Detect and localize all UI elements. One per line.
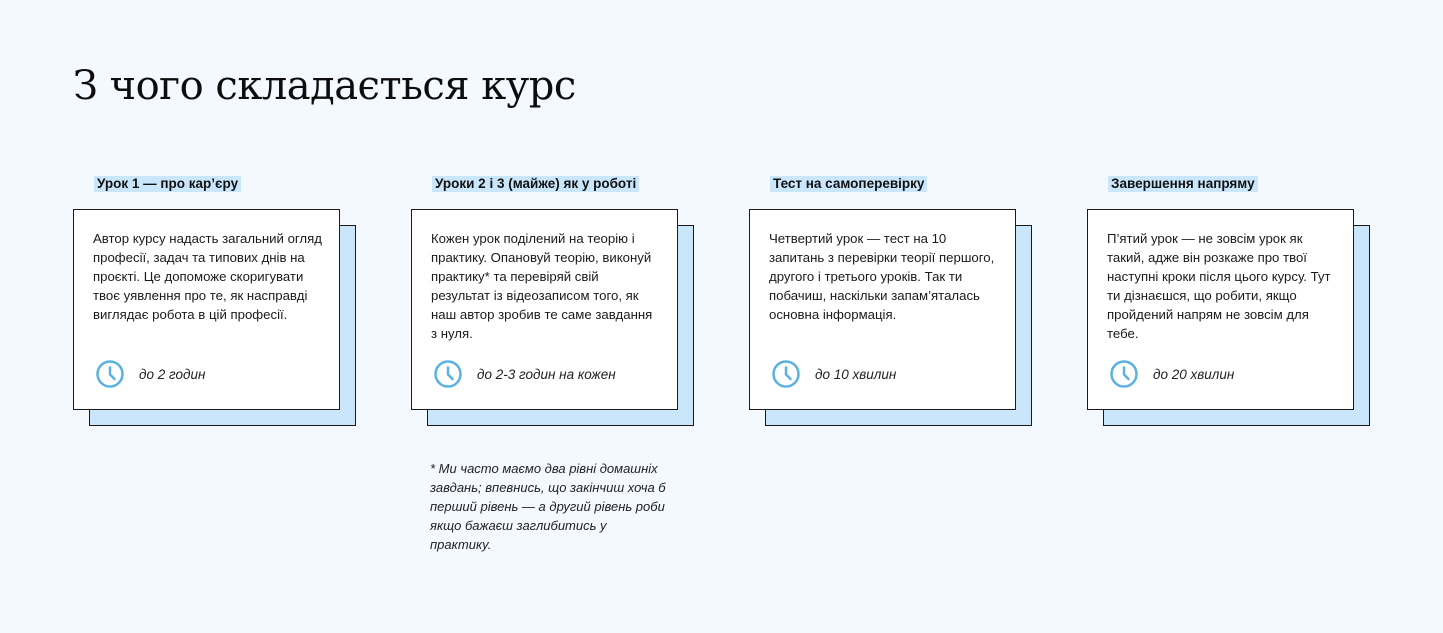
module-label: Тест на самоперевірку <box>770 176 927 192</box>
module-description: Четвертий урок — тест на 10 запитань з перевірки теорії першого, другого і третього уроків. Так ти побачиш, наскільки запам’яталась основна інформація. <box>769 231 995 322</box>
clock-icon <box>433 359 463 389</box>
module-card-4 <box>1087 176 1387 436</box>
module-duration <box>1109 359 1234 389</box>
module-card-1 <box>73 176 373 436</box>
duration-text: до 2-3 годин на кожен <box>477 366 616 382</box>
clock-icon <box>1109 359 1139 389</box>
module-card-body <box>411 209 678 410</box>
module-card-2 <box>411 176 711 436</box>
module-label: Завершення напряму <box>1108 176 1258 192</box>
module-card-body <box>749 209 1016 410</box>
module-card-body <box>1087 209 1354 410</box>
module-duration <box>771 359 896 389</box>
homework-footnote: * Ми часто маємо два рівні домашніх завдань; впевнись, що закінчиш хоча б перший рівень — а другий рівень роби якщо бажаєш заглибитись у практику. <box>430 461 666 552</box>
module-label: Урок 1 — про кар’єру <box>94 176 241 192</box>
module-duration <box>95 359 205 389</box>
module-card-body <box>73 209 340 410</box>
clock-icon <box>771 359 801 389</box>
clock-icon <box>95 359 125 389</box>
duration-text: до 20 хвилин <box>1153 366 1235 382</box>
module-label: Уроки 2 і 3 (майже) як у роботі <box>432 176 639 192</box>
module-description: Автор курсу надасть загальний огляд професії, задач та типових днів на проєкті. Це допоможе скоригувати твоє уявлення про те, як насправді виглядає робота в цій професії. <box>93 231 322 322</box>
module-duration <box>433 359 616 389</box>
module-description: П’ятий урок — не зовсім урок як такий, адже він розкаже про твої наступні кроки після цього курсу. Тут ти дізнаєшся, що робити, якщо пройдений напрям не зовсім для тебе. <box>1107 231 1331 341</box>
duration-text: до 2 годин <box>139 366 206 382</box>
duration-text: до 10 хвилин <box>815 366 897 382</box>
page-title: З чого складається курс <box>73 63 576 109</box>
module-description: Кожен урок поділений на теорію і практику. Опановуй теорію, виконуй практику* та перевіряй свій результат із відеозаписом того, як наш автор зробив те саме завдання з нуля. <box>431 231 653 341</box>
module-card-3 <box>749 176 1049 436</box>
